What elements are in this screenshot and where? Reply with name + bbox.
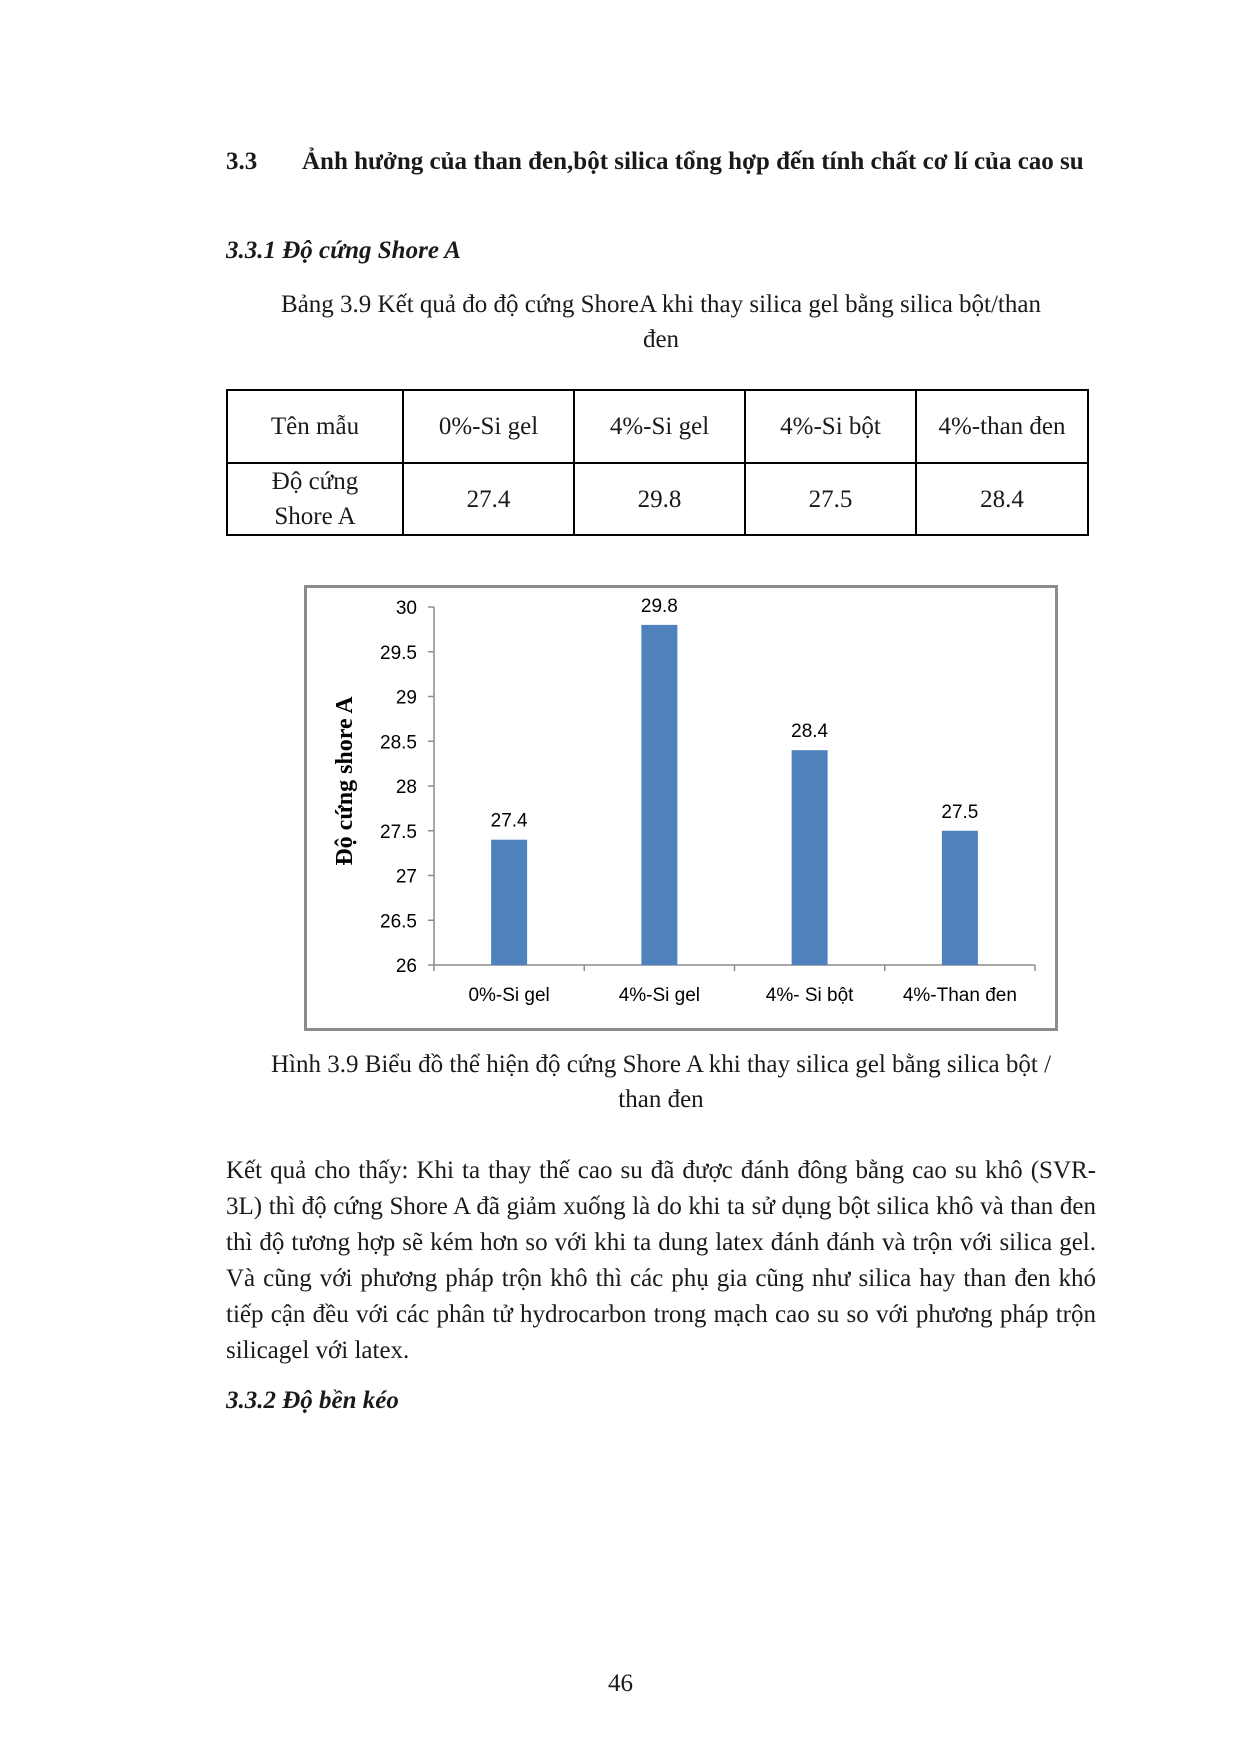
chart-data-label: 27.5 (941, 801, 979, 823)
chart-y-tick-label: 26.5 (380, 911, 417, 933)
hardness-chart (304, 585, 1058, 1031)
chart-y-tick-label: 30 (395, 598, 417, 619)
table-caption-line2: đen (642, 326, 680, 353)
table-header-cell: 0%-Si gel (403, 390, 574, 463)
table-cell: 27.4 (403, 463, 574, 535)
figure-caption (226, 1047, 1096, 1117)
chart-bar (942, 831, 978, 965)
chart-bar (792, 750, 828, 965)
table-header-row (227, 390, 1088, 463)
table-cell: 29.8 (574, 463, 745, 535)
subsection-heading-hardness: 3.3.1 Độ cứng Shore A (226, 237, 461, 264)
chart-bar (491, 840, 527, 965)
table-header-cell: 4%-than đen (916, 390, 1088, 463)
chart-x-tick-label: 4%- Si bột (765, 985, 854, 1006)
chart-x-tick-label: 0%-Si gel (468, 985, 550, 1006)
chart-y-tick-label: 28.5 (380, 732, 417, 754)
chart-y-tick-label: 29 (395, 687, 417, 709)
subsection-heading-tensile: 3.3.2 Độ bền kéo (226, 1387, 399, 1414)
figure-caption-line2: than đen (618, 1086, 704, 1113)
figure-caption-line1: Hình 3.9 Biểu đồ thể hiện độ cứng Shore A khi thay silica gel bằng silica bột / (270, 1051, 1052, 1078)
chart-canvas (307, 588, 1055, 1028)
section-number: 3.3 (226, 148, 258, 175)
table-cell: 27.5 (745, 463, 916, 535)
table-caption-line1: Bảng 3.9 Kết quả đo độ cứng ShoreA khi thay silica gel bằng silica bột/than (281, 291, 1041, 318)
table-header-cell: Tên mẫu (227, 390, 403, 463)
chart-x-tick-label: 4%-Than đen (902, 985, 1017, 1006)
chart-data-label: 27.4 (490, 810, 528, 832)
page-number: 46 (608, 1670, 633, 1697)
row-label-line1: Độ cứng (271, 468, 359, 495)
hardness-table (226, 389, 1089, 536)
table-row (227, 463, 1088, 535)
chart-data-label: 28.4 (791, 721, 829, 743)
section-heading (226, 146, 1096, 178)
chart-y-tick-label: 28 (395, 777, 417, 798)
chart-y-axis-label: Độ cứng shore A (332, 696, 358, 866)
table-caption (226, 287, 1096, 357)
row-label-line2: Shore A (274, 503, 356, 530)
chart-y-tick-label: 27.5 (380, 821, 417, 843)
chart-data-label: 29.8 (640, 595, 678, 617)
table-row-label (227, 463, 403, 535)
chart-y-tick-label: 26 (395, 956, 417, 977)
chart-bar (641, 625, 677, 965)
chart-x-tick-label: 4%-Si gel (618, 985, 701, 1006)
table-header-cell: 4%-Si gel (574, 390, 745, 463)
chart-y-tick-label: 27 (395, 866, 417, 888)
section-title: Ảnh hưởng của than đen,bột silica tổng hợp đến tính chất cơ lí của cao su (302, 148, 1084, 175)
chart-y-tick-label: 29.5 (380, 642, 417, 664)
result-paragraph: Kết quả cho thấy: Khi ta thay thế cao su đã được đánh đông bằng cao su khô (SVR-3L) thì độ cứng Shore A đã giảm xuống là do khi ta sử dụng bột silica khô và than đen thì độ tương hợp sẽ kém hơn so với khi ta dung latex đánh đánh và trộn với silica gel. Và cũng với phương pháp trộn khô thì các phụ gia cũng như silica hay than đen khó tiếp cận đều với các phân tử hydrocarbon trong mạch cao su so với phương pháp trộn silicagel với latex. (226, 1157, 1096, 1364)
table-cell: 28.4 (916, 463, 1088, 535)
table-header-cell: 4%-Si bột (745, 390, 916, 463)
